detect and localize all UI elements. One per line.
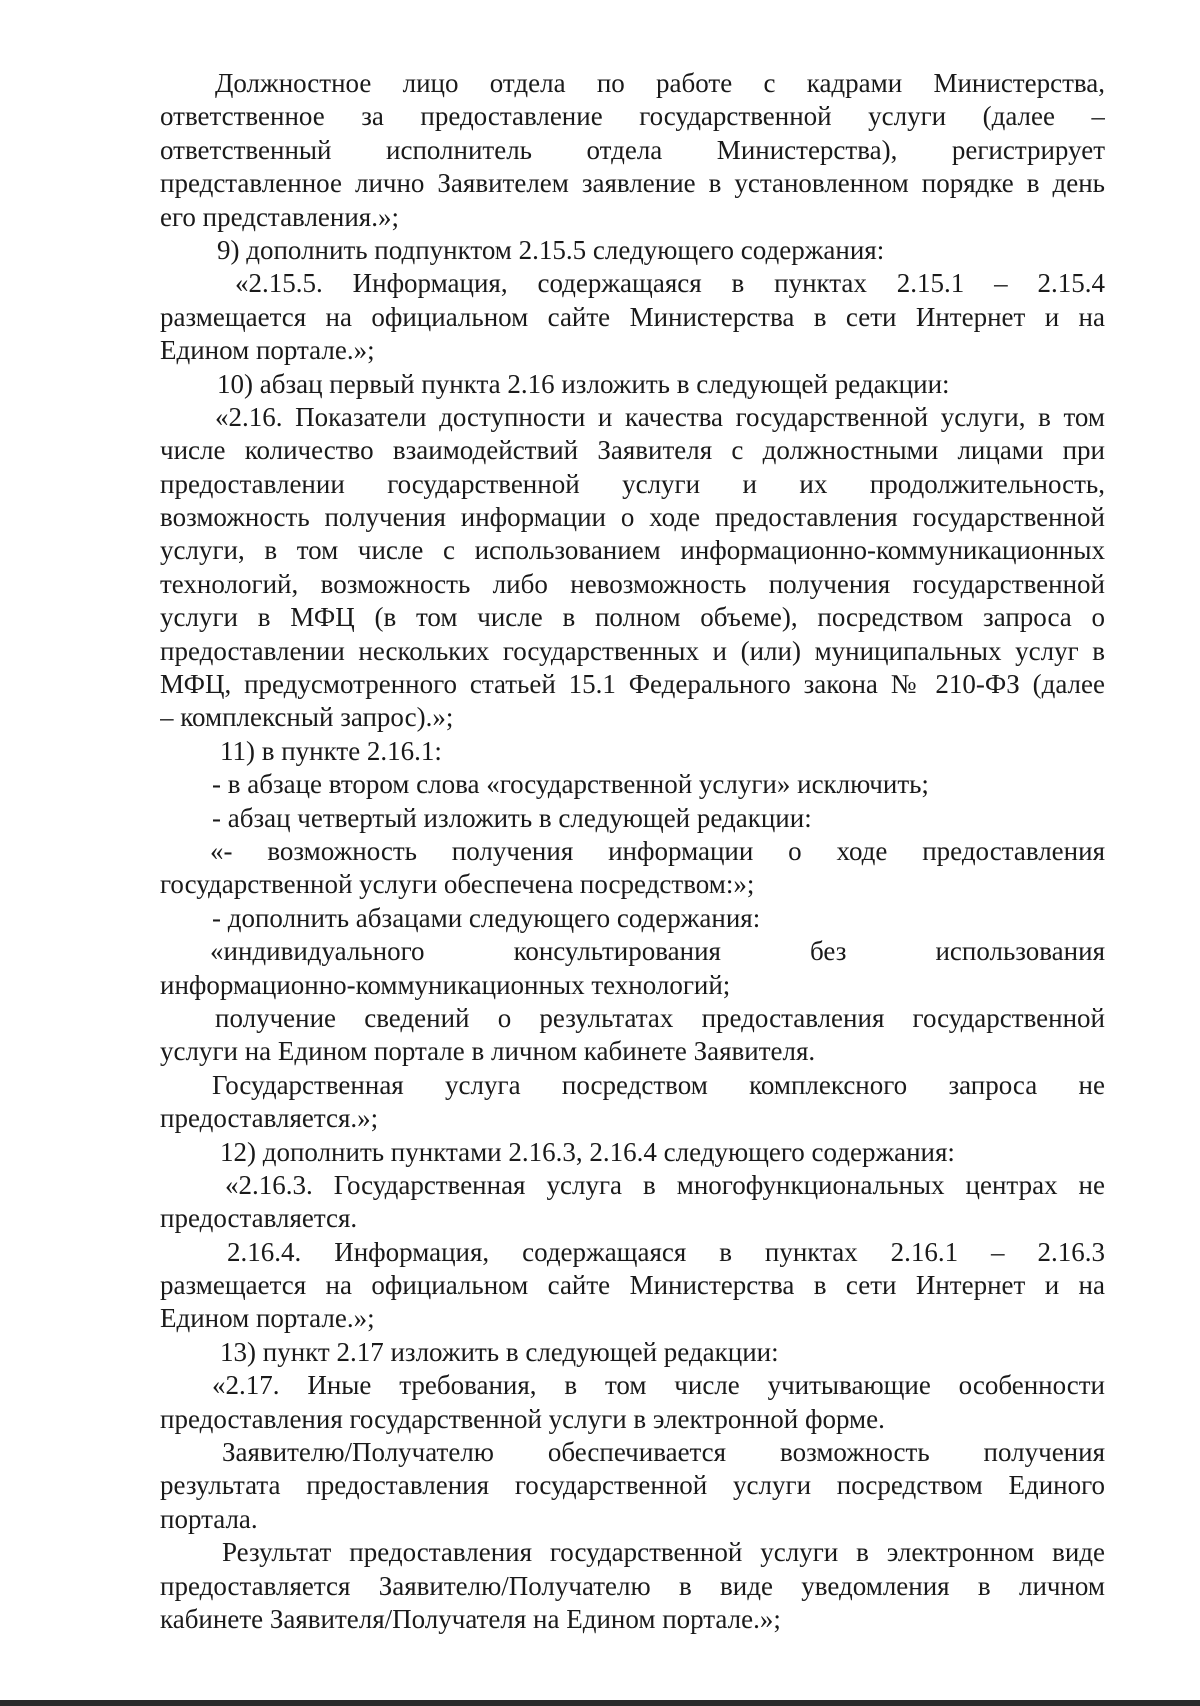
text-line: «2.16. Показатели доступности и качества государственной услуги, в том: [215, 401, 1105, 432]
text-line: услуги на Едином портале в личном кабинете Заявителя.: [160, 1036, 816, 1067]
text-line: предоставляется.: [160, 1203, 358, 1234]
text-line: - дополнить абзацами следующего содержания:: [212, 902, 761, 933]
text-line: получение сведений о результатах предоставления государственной: [215, 1002, 1105, 1033]
text-line: предоставляется Заявителю/Получателю в виде уведомления в личном: [160, 1570, 1105, 1601]
text-line: Заявителю/Получателю обеспечивается возможность получения: [222, 1437, 1105, 1468]
text-line: предоставляется.»;: [160, 1103, 379, 1134]
text-line: 13) пункт 2.17 изложить в следующей редакции:: [220, 1336, 779, 1367]
text-line: Едином портале.»;: [160, 1303, 375, 1334]
text-line: размещается на официальном сайте Министерства в сети Интернет и на: [160, 301, 1105, 332]
text-line: 9) дополнить подпунктом 2.15.5 следующего содержания:: [217, 234, 885, 265]
text-line: «2.15.5. Информация, содержащаяся в пунктах 2.15.1 – 2.15.4: [235, 268, 1105, 299]
text-line: информационно-коммуникационных технологий;: [160, 969, 731, 1000]
text-line: результата предоставления государственной услуги посредством Единого: [160, 1470, 1105, 1501]
text-line: Результат предоставления государственной услуги в электронном виде: [222, 1537, 1105, 1568]
text-line: предоставлении государственной услуги и их продолжительность,: [160, 468, 1105, 499]
text-line: «2.17. Иные требования, в том числе учитывающие особенности: [212, 1370, 1105, 1401]
text-line: кабинете Заявителя/Получателя на Едином портале.»;: [160, 1603, 781, 1634]
text-line: портала.: [160, 1503, 258, 1534]
text-line: 12) дополнить пунктами 2.16.3, 2.16.4 следующего содержания:: [220, 1136, 955, 1167]
text-line: технологий, возможность либо невозможность получения государственной: [160, 568, 1105, 599]
text-line: числе количество взаимодействий Заявителя с должностными лицами при: [160, 435, 1105, 466]
scan-bottom-edge: [0, 1700, 1200, 1706]
text-line: 2.16.4. Информация, содержащаяся в пунктах 2.16.1 – 2.16.3: [227, 1236, 1105, 1267]
text-line: ответственный исполнитель отдела Министерства), регистрирует: [160, 134, 1105, 165]
text-line: ответственное за предоставление государственной услуги (далее –: [160, 101, 1105, 132]
text-line: его представления.»;: [160, 201, 399, 232]
text-line: «- возможность получения информации о ходе предоставления: [210, 835, 1105, 866]
text-line: услуги в МФЦ (в том числе в полном объеме), посредством запроса о: [160, 602, 1105, 633]
text-line: - в абзаце втором слова «государственной услуги» исключить;: [212, 769, 929, 800]
text-line: Едином портале.»;: [160, 335, 375, 366]
text-line: - абзац четвертый изложить в следующей редакции:: [212, 802, 812, 833]
text-line: МФЦ, предусмотренного статьей 15.1 Федерального закона № 210-ФЗ (далее: [160, 669, 1105, 700]
text-line: предоставления государственной услуги в электронной форме.: [160, 1403, 885, 1434]
text-line: 11) в пункте 2.16.1:: [220, 735, 442, 766]
text-line: государственной услуги обеспечена посредством:»;: [160, 869, 755, 900]
text-line: предоставлении нескольких государственных и (или) муниципальных услуг в: [160, 635, 1105, 666]
text-line: Государственная услуга посредством комплексного запроса не: [212, 1069, 1105, 1100]
text-line: 10) абзац первый пункта 2.16 изложить в следующей редакции:: [217, 368, 950, 399]
text-line: – комплексный запрос).»;: [160, 702, 454, 733]
text-line: представленное лично Заявителем заявление в установленном порядке в день: [160, 168, 1105, 199]
text-line: Должностное лицо отдела по работе с кадрами Министерства,: [215, 68, 1105, 98]
text-line: размещается на официальном сайте Министерства в сети Интернет и на: [160, 1270, 1105, 1301]
text-line: возможность получения информации о ходе предоставления государственной: [160, 502, 1105, 533]
text-line: «2.16.3. Государственная услуга в многофункциональных центрах не: [225, 1169, 1105, 1200]
document-page: [160, 67, 1105, 1636]
text-line: услуги, в том числе с использованием информационно-коммуникационных: [160, 535, 1105, 566]
text-line: «индивидуального консультирования без использования: [210, 936, 1105, 967]
